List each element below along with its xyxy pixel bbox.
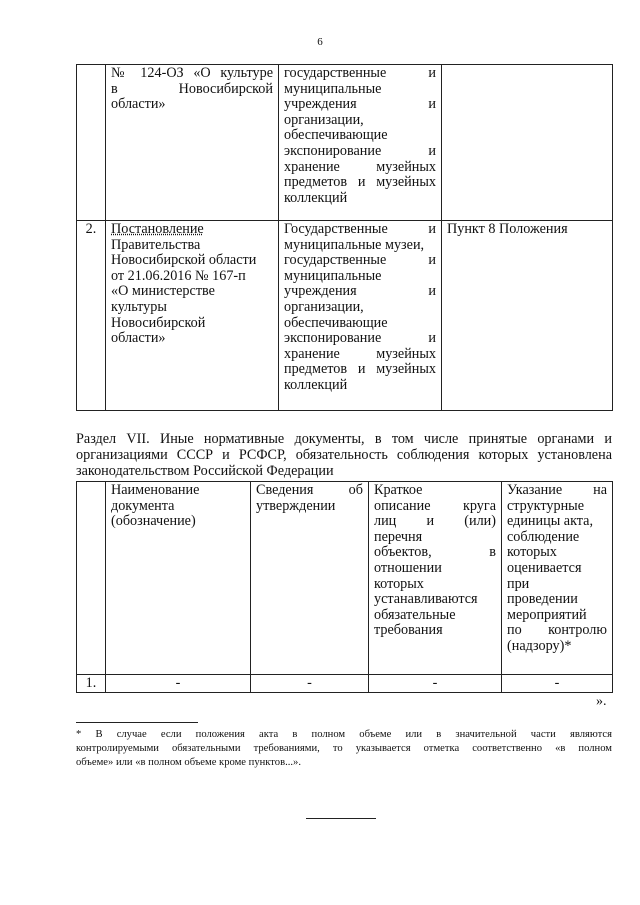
closing-quote-mark: ». (596, 694, 607, 709)
text-line: хранение музейных (284, 345, 436, 362)
text-line: обязательные (374, 606, 456, 623)
table-row (77, 675, 613, 693)
text-line: области» (111, 96, 166, 113)
text-line: отношении (374, 559, 442, 576)
text-line: Правительства (111, 236, 201, 253)
text-line: документа (111, 497, 175, 514)
table-row (77, 65, 613, 221)
table-header-row (77, 482, 613, 675)
table-row (77, 221, 613, 411)
section-7-heading (76, 431, 612, 479)
text-line: предметов и музейных (284, 361, 436, 378)
header-number-cell (77, 482, 106, 675)
text-line: организациями СССР и РСФСР, обязательность соблюдения которых установлена (76, 447, 612, 463)
table-cell: - (106, 675, 251, 693)
text-line: при (507, 575, 530, 592)
table-cell: - (502, 675, 613, 693)
header-structural-units (502, 482, 613, 675)
text-line: экспонирование и (284, 330, 436, 347)
text-line: проведении (507, 591, 578, 608)
row-number-cell: 2. (77, 221, 106, 411)
text-line: учреждения и (284, 96, 436, 113)
text-line: области» (111, 330, 166, 347)
text-line: по контролю (507, 622, 607, 639)
text-line: утверждении (256, 497, 336, 514)
text-line: коллекций (284, 376, 348, 393)
text-line: единицы акта, (507, 513, 593, 530)
other-normative-documents-table (76, 481, 613, 693)
text-line: устанавливаются (374, 591, 478, 608)
text-line: перечня (374, 528, 423, 545)
document-link[interactable]: Постановление (111, 221, 204, 237)
text-line: * В случае если положения акта в полном объеме или в значительной части являются (76, 729, 612, 740)
page-number: 6 (317, 36, 323, 48)
header-brief-description (369, 482, 502, 675)
text-line: Сведения об (256, 482, 363, 498)
text-line: которых (507, 544, 557, 561)
scope-cell (279, 65, 442, 221)
scope-cell (279, 221, 442, 411)
text-line: хранение музейных (284, 158, 436, 175)
row-number-cell (77, 65, 106, 221)
text-line: государственные и (284, 252, 436, 269)
text-line: которых (374, 575, 424, 592)
text-line: государственные и (284, 65, 436, 81)
text-line: структурные (507, 497, 584, 514)
text-line: № 124-ОЗ «О культуре (111, 65, 273, 81)
text-line: соблюдение (507, 528, 580, 545)
text-line: (надзору)* (507, 637, 572, 654)
text-line: предметов и музейных (284, 174, 436, 191)
text-line: «О министерстве (111, 283, 215, 300)
text-line: требования (374, 622, 443, 639)
end-separator (306, 818, 376, 819)
text-line: Государственные и (284, 221, 436, 237)
text-line: обеспечивающие (284, 314, 388, 331)
text-line: в Новосибирской (111, 80, 273, 97)
requirements-table-continued (76, 64, 613, 411)
text-line: (обозначение) (111, 513, 196, 530)
footnote-separator (76, 722, 198, 723)
text-line: обеспечивающие (284, 127, 388, 144)
clause-cell (442, 65, 613, 221)
text-line: Наименование (111, 482, 200, 498)
row-number-cell: 1. (77, 675, 106, 693)
text-line: экспонирование и (284, 142, 436, 159)
text-line: лиц и (или) (374, 513, 496, 530)
text-line: Раздел VII. Иные нормативные документы, в том числе принятые органами и (76, 431, 612, 447)
text-line: описание круга (374, 497, 496, 514)
document-name-cell (106, 221, 279, 411)
text-line: от 21.06.2016 № 167-п (111, 267, 246, 284)
text-line: контролируемыми обязательными требованиями, то указывается отметка соответственно «в полном (76, 743, 612, 754)
text-line: организации, (284, 111, 364, 128)
text-line: мероприятий (507, 606, 587, 623)
text-line: законодательством Российской Федерации (76, 463, 334, 479)
text-line: муниципальные (284, 267, 382, 284)
text-line: оценивается (507, 559, 582, 576)
text-line: Новосибирской области (111, 252, 257, 269)
table-cell: - (251, 675, 369, 693)
text-line: Новосибирской (111, 314, 206, 331)
text-line: организации, (284, 298, 364, 315)
text-line: Указание на (507, 482, 607, 498)
document-name-cell (106, 65, 279, 221)
clause-cell: Пункт 8 Положения (442, 221, 613, 411)
text-line: объеме» или «в полном объеме кроме пунктов...». (76, 757, 301, 768)
header-document-name (106, 482, 251, 675)
text-line: коллекций (284, 189, 348, 206)
text-line: объектов, в (374, 544, 496, 561)
header-approval-info (251, 482, 369, 675)
text-line: муниципальные (284, 80, 382, 97)
text-line: Краткое (374, 482, 423, 498)
text-line: учреждения и (284, 283, 436, 300)
text-line: муниципальные музеи, (284, 236, 425, 253)
text-line: культуры (111, 298, 167, 315)
table-cell: - (369, 675, 502, 693)
footnote (76, 728, 612, 770)
